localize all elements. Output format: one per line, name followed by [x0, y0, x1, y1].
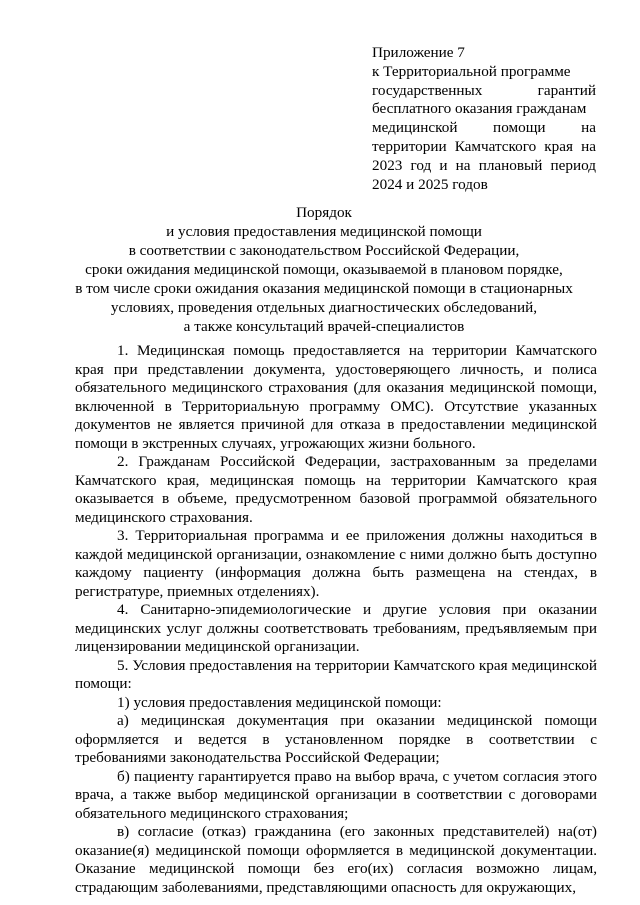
annex-line: Приложение 7 [372, 44, 465, 61]
annex-line: медицинской помощи на [372, 119, 596, 137]
paragraph: 1) условия предоставления медицинской помощи: [117, 693, 442, 711]
title-line: условиях, проведения отдельных диагностических обследований, [110, 299, 538, 316]
annex-line: территории Камчатского края на [372, 137, 596, 155]
paragraph: б) пациенту гарантируется право на выбор врача, с учетом согласия этого врача, а также выбор медицинской организации в соответствии с договорами обязательного медицинского страхования; [75, 767, 597, 822]
paragraph: 2. Гражданам Российской Федерации, застрахованным за пределами Камчатского края, медицинская помощь на территории Камчатского края оказывается в объеме, предусмотренном базовой программой обязательного медицинского страхования. [75, 453, 597, 526]
title-line: Порядок [296, 204, 352, 221]
paragraph: 5. Условия предоставления на территории Камчатского края медицинской помощи: [75, 656, 597, 692]
title-line: в соответствии с законодательством Российской Федерации, [128, 242, 520, 259]
annex-line: к Территориальной программе [372, 62, 571, 80]
annex-line: 2023 год и на плановый период [372, 156, 596, 174]
paragraph: а) медицинская документация при оказании медицинской помощи оформляется и ведется в установленном порядке в соответствии с требованиями законодательства Российской Федерации; [75, 712, 597, 766]
paragraph: 1. Медицинская помощь предоставляется на территории Камчатского края при представлении документа, удостоверяющего личность, и полиса обязательного медицинского страхования (для оказания медицинской помощи, включенной в Территориальную программу ОМС). Отсутствие указанных документов не является причиной для отказа в предоставлении медицинской помощи в экстренных случаях, угрожающих жизни больного. [75, 342, 597, 452]
document-title [60, 203, 588, 336]
title-line: и условия предоставления медицинской помощи [166, 223, 482, 240]
title-line: а также консультаций врачей-специалистов [183, 318, 465, 335]
title-line: в том числе сроки ожидания оказания медицинской помощи в стационарных [75, 280, 573, 297]
paragraph: 3. Территориальная программа и ее приложения должны находиться в каждой медицинской организации, ознакомление с ними должно быть доступно каждому пациенту (информация должна быть размещена на стендах, в регистратуре, приемных отделениях). [75, 527, 597, 600]
annex-line: государственных гарантий [372, 81, 596, 99]
document-body [75, 342, 597, 897]
annex-line: 2024 и 2025 годов [372, 175, 488, 193]
title-line: сроки ожидания медицинской помощи, оказываемой в плановом порядке, [85, 261, 563, 278]
annex-line: бесплатного оказания гражданам [372, 100, 587, 118]
annex-header [372, 44, 596, 194]
paragraph: в) согласие (отказ) гражданина (его законных представителей) на(от) оказание(я) медицинской помощи оформляется в медицинской документации. Оказание медицинской помощи без его(их) согласия возможно лицам, страдающим заболеваниями, представляющими опасность для окружающих, [75, 823, 597, 896]
paragraph: 4. Санитарно-эпидемиологические и другие условия при оказании медицинских услуг должны соответствовать требованиям, предъявляемым при лицензировании медицинской организации. [75, 601, 597, 655]
